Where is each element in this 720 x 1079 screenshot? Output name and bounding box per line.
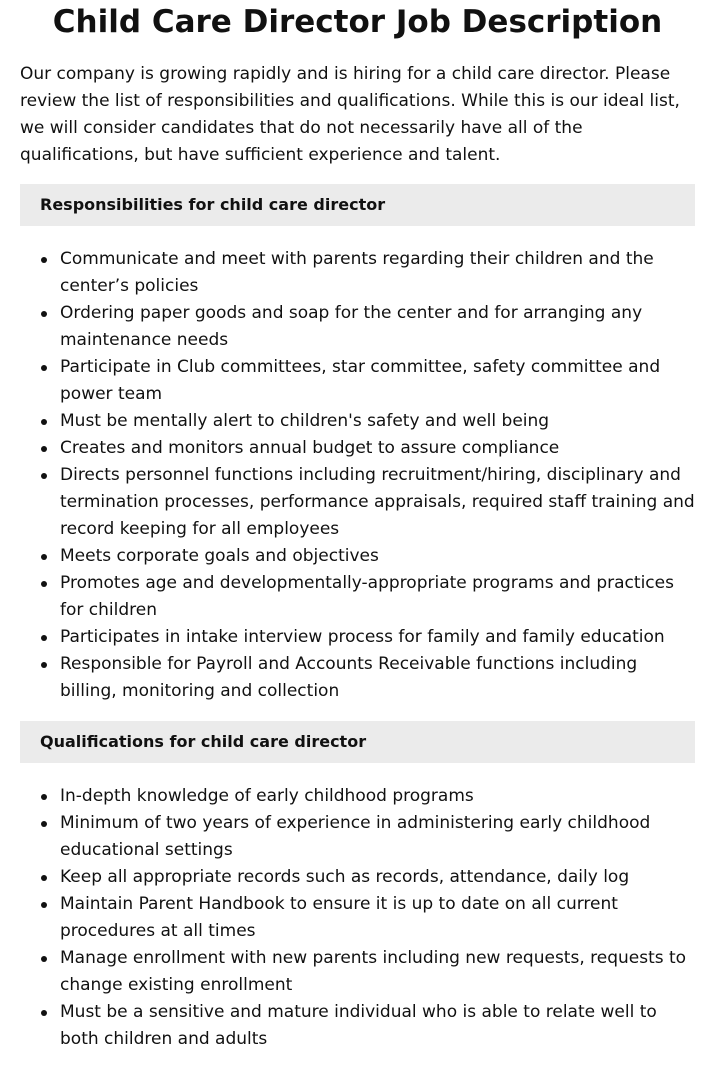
qualification-item — [20, 945, 695, 999]
responsibility-text: Participate in Club committees, star committee, safety committee and power team — [60, 357, 661, 404]
responsibilities-list — [20, 246, 695, 705]
qualifications-list — [20, 783, 695, 1053]
qualification-item — [20, 810, 695, 864]
qualification-text: Must be a sensitive and mature individual who is able to relate well to both children and adults — [60, 1002, 657, 1049]
bullet-icon — [41, 956, 47, 962]
qualification-item — [20, 891, 695, 945]
bullet-icon — [41, 794, 47, 800]
bullet-icon — [41, 446, 47, 452]
qualification-text: In-depth knowledge of early childhood programs — [60, 786, 474, 806]
intro-paragraph: Our company is growing rapidly and is hiring for a child care director. Please review the list of responsibilities and qualifications. While this is our ideal list, we will consider candidates that do not necessarily have all of the qualifications, but have sufficient experience and talent. — [20, 64, 680, 165]
responsibility-item — [20, 300, 695, 354]
responsibility-item — [20, 651, 695, 705]
bullet-icon — [41, 473, 47, 479]
responsibility-text: Ordering paper goods and soap for the center and for arranging any maintenance needs — [60, 303, 643, 350]
bullet-icon — [41, 821, 47, 827]
responsibility-item — [20, 570, 695, 624]
responsibility-text: Communicate and meet with parents regarding their children and the center’s policies — [60, 249, 654, 296]
qualification-text: Minimum of two years of experience in administering early childhood educational settings — [60, 813, 651, 860]
bullet-icon — [41, 311, 47, 317]
responsibility-text: Responsible for Payroll and Accounts Receivable functions including billing, monitoring and collection — [60, 654, 638, 701]
bullet-icon — [41, 365, 47, 371]
bullet-icon — [41, 419, 47, 425]
responsibility-item — [20, 543, 695, 570]
responsibility-text: Promotes age and developmentally-appropriate programs and practices for children — [60, 573, 674, 620]
bullet-icon — [41, 635, 47, 641]
responsibility-item — [20, 624, 695, 651]
qualification-text: Maintain Parent Handbook to ensure it is up to date on all current procedures at all times — [60, 894, 618, 941]
bullet-icon — [41, 662, 47, 668]
bullet-icon — [41, 902, 47, 908]
qualification-item — [20, 999, 695, 1053]
qualifications-heading: Qualifications for child care director — [20, 721, 695, 763]
qualification-text: Manage enrollment with new parents including new requests, requests to change existing enrollment — [60, 948, 687, 995]
bullet-icon — [41, 257, 47, 263]
responsibilities-heading: Responsibilities for child care director — [20, 184, 695, 226]
responsibility-item — [20, 435, 695, 462]
responsibility-text: Participates in intake interview process for family and family education — [60, 627, 665, 647]
bullet-icon — [41, 875, 47, 881]
responsibility-item — [20, 354, 695, 408]
page-title: Child Care Director Job Description — [52, 4, 663, 40]
responsibility-item — [20, 246, 695, 300]
bullet-icon — [41, 554, 47, 560]
responsibility-text: Directs personnel functions including recruitment/hiring, disciplinary and termination processes, performance appraisals, required staff training and record keeping for all employees — [60, 465, 695, 539]
qualification-text: Keep all appropriate records such as records, attendance, daily log — [60, 867, 630, 887]
qualification-item — [20, 864, 695, 891]
bullet-icon — [41, 581, 47, 587]
responsibility-text: Creates and monitors annual budget to assure compliance — [60, 438, 560, 458]
responsibility-item — [20, 408, 695, 435]
responsibility-item — [20, 462, 695, 543]
qualification-item — [20, 783, 695, 810]
bullet-icon — [41, 1010, 47, 1016]
responsibility-text: Must be mentally alert to children's safety and well being — [60, 411, 550, 431]
responsibility-text: Meets corporate goals and objectives — [60, 546, 379, 566]
